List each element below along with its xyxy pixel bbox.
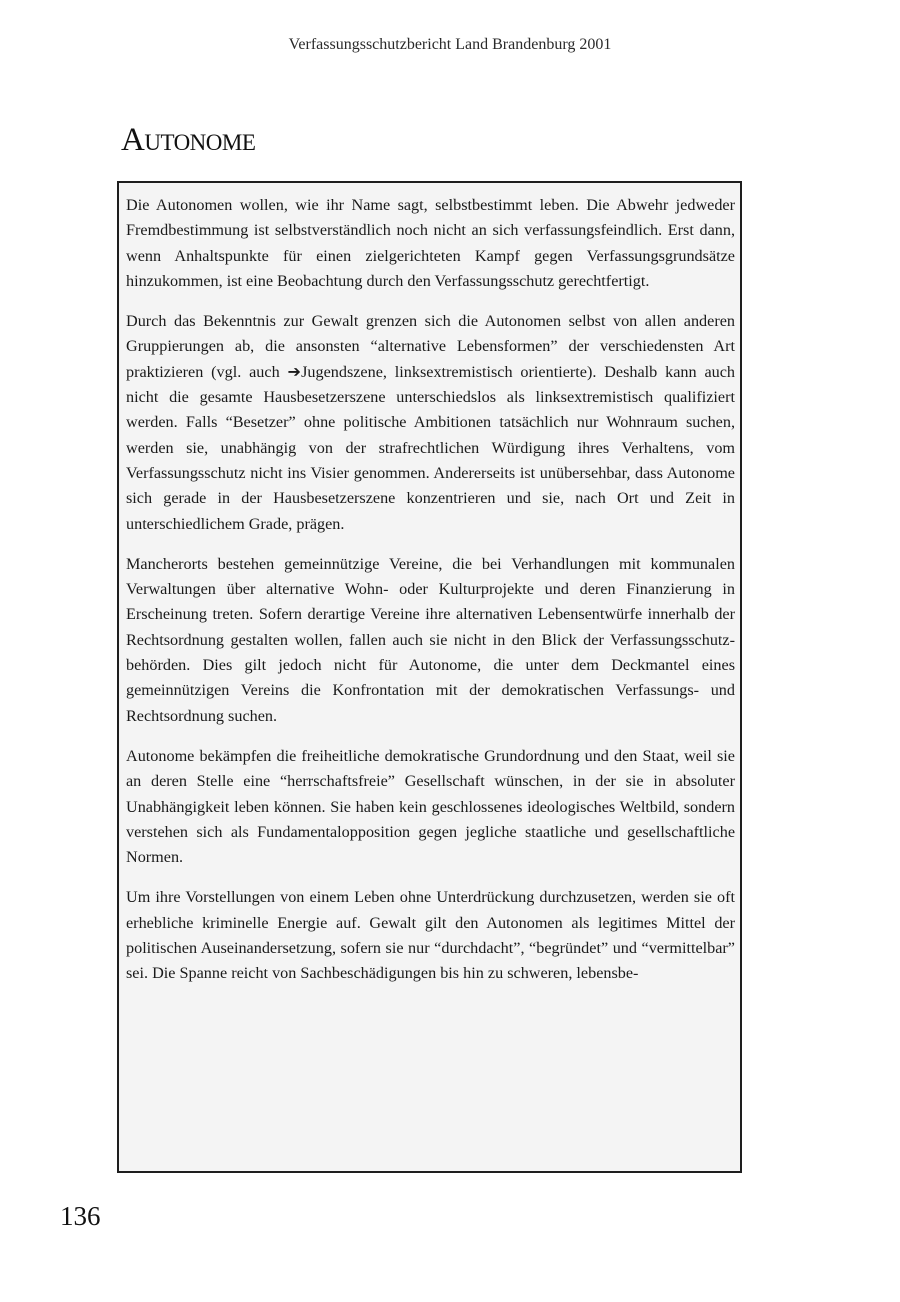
paragraph-4: Autonome bekämpfen die freiheitliche demokratische Grundordnung und den Staat, weil sie an deren Stelle eine “herrschaftsfreie” Gesellschaft wünschen, in der sie in absoluter Unabhängigkeit leben können. Sie haben kein geschlossenes ideologisches Weltbild, sondern verstehen sich als Fundamentalopposition gegen jegliche staatliche und gesellschaftliche Normen. bbox=[126, 746, 735, 867]
page-number: 136 bbox=[60, 1201, 101, 1231]
paragraph-3: Mancherorts bestehen gemeinnützige Vereine, die bei Verhandlungen mit kommunalen Verwaltungen über alternative Wohn- oder Kulturprojekte und deren Finanzierung in Erscheinung treten. Sofern derartige Vereine ihre alternativen Lebensentwürfe innerhalb der Rechtsordnung gestalten wollen, fallen auch sie nicht in den Blick der Verfassungsschutzbehörden. Dies gilt jedoch nicht für Autonome, die unter dem Deckmantel eines gemeinnützigen Vereins die Konfrontation mit der demokratischen Verfassungs- und Rechtsordnung suchen. bbox=[126, 554, 735, 725]
section-title: Autonome bbox=[121, 122, 256, 158]
paragraph-1: Die Autonomen wollen, wie ihr Name sagt, selbstbestimmt leben. Die Abwehr jedweder Fremdbestimmung ist selbstverständlich noch nicht an sich verfassungsfeindlich. Erst dann, wenn Anhaltspunkte für einen zielgerichteten Kampf gegen Verfassungsgrundsätze hinzukommen, ist eine Beobachtung durch den Verfassungsschutz gerechtfertigt. bbox=[126, 196, 735, 290]
paragraph-5: Um ihre Vorstellungen von einem Leben ohne Unterdrückung durchzusetzen, werden sie oft erhebliche kriminelle Energie auf. Gewalt gilt den Autonomen als legitimes Mittel der politischen Auseinandersetzung, sofern sie nur “durchdacht”, “begründet” und “vermittelbar” sei. Die Spanne reicht von Sachbeschädigungen bis hin zu schweren, lebensbe- bbox=[126, 888, 735, 983]
running-header: Verfassungsschutzbericht Land Brandenburg 2001 bbox=[288, 36, 612, 53]
text-box bbox=[117, 181, 742, 1173]
paragraph-2: Durch das Bekenntnis zur Gewalt grenzen sich die Autonomen selbst von allen anderen Gruppierungen ab, die ansonsten “alternative Lebensformen” der verschiedensten Art praktizieren (vgl. auch ➔Jugendszene, linksextremistisch orientierte). Deshalb kann auch nicht die gesamte Hausbesetzerszene unterschiedslos als linksextremistisch qualifiziert werden. Falls “Besetzer” ohne politische Ambitionen tatsächlich nur Wohnraum suchen, werden sie, unabhängig von der strafrechtlichen Würdigung ihres Verhaltens, vom Verfassungsschutz nicht ins Visier genommen. Andererseits ist unübersehbar, dass Autonome sich gerade in der Hausbesetzerszene konzentrieren und sie, nach Ort und Zeit in unterschiedlichem Grade, prägen. bbox=[126, 312, 735, 533]
